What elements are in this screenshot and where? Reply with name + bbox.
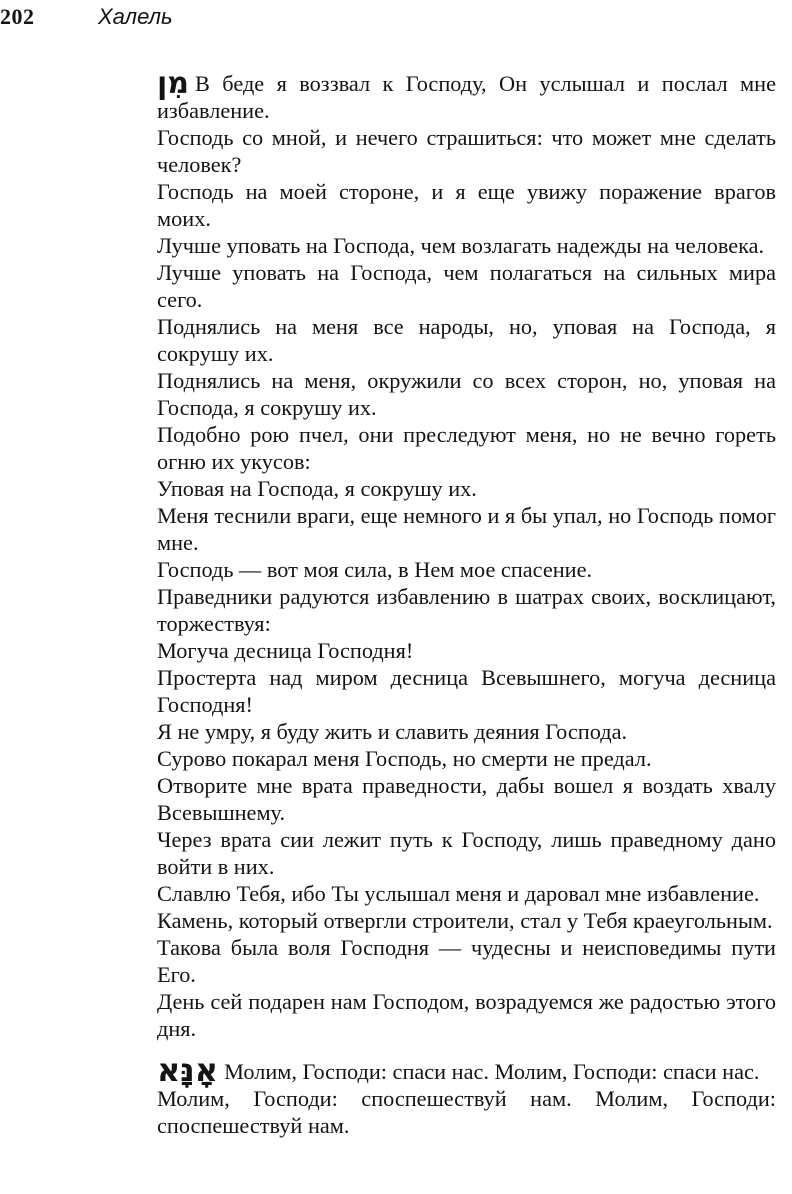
hebrew-incipit-ana: אָנָּא	[157, 1051, 219, 1089]
verse-text: В беде я воззвал к Господу, Он услышал и послал мне избавление.	[157, 71, 776, 123]
verse: Лучше уповать на Господа, чем полагаться на сильных мира сего.	[157, 260, 776, 312]
verse: Господь — вот моя сила, в Нем мое спасение.	[157, 557, 593, 582]
verse: Уповая на Господа, я сокрушу их.	[157, 476, 477, 501]
verse: Господь со мной, и нечего страшиться: что может мне сделать человек?	[157, 125, 776, 177]
verse-text: Молим, Господи: спаси нас. Молим, Господи: спаси нас.	[224, 1059, 760, 1084]
verse: Такова была воля Господня — чудесны и неисповедимы пути Его.	[157, 935, 776, 987]
stanza-ana	[157, 1051, 776, 1139]
verse	[157, 1051, 776, 1089]
verse	[157, 66, 776, 124]
verse: Подобно рою пчел, они преследуют меня, но не вечно гореть огню их укусов:	[157, 422, 776, 474]
verse: Камень, который отвергли строители, стал у Тебя краеугольным.	[157, 908, 773, 933]
running-title: Халель	[98, 4, 173, 29]
verse: День сей подарен нам Господом, возрадуемся же радостью этого дня.	[157, 989, 776, 1041]
prayer-text	[157, 66, 776, 1139]
verse: Поднялись на меня, окружили со всех сторон, но, уповая на Господа, я сокрушу их.	[157, 368, 776, 420]
verse: Лучше уповать на Господа, чем возлагать надежды на человека.	[157, 233, 765, 258]
verse: Могуча десница Господня!	[157, 638, 414, 663]
verse: Через врата сии лежит путь к Господу, лишь праведному дано войти в них.	[157, 827, 776, 879]
verse: Праведники радуются избавлению в шатрах своих, восклицают, торжествуя:	[157, 584, 776, 636]
verse: Отворите мне врата праведности, дабы вошел я воздать хвалу Всевышнему.	[157, 773, 776, 825]
verse: Сурово покарал меня Господь, но смерти не предал.	[157, 746, 652, 771]
verse: Славлю Тебя, ибо Ты услышал меня и даровал мне избавление.	[157, 881, 760, 906]
verse: Господь на моей стороне, и я еще увижу поражение врагов моих.	[157, 179, 776, 231]
verse: Поднялись на меня все народы, но, уповая на Господа, я сокрушу их.	[157, 314, 776, 366]
hebrew-incipit-min: מִן	[157, 66, 190, 101]
verse: Простерта над миром десница Всевышнего, могуча десница Господня!	[157, 665, 776, 717]
page-number: 202	[0, 4, 35, 29]
verse: Я не умру, я буду жить и славить деяния Господа.	[157, 719, 628, 744]
stanza-min	[157, 66, 776, 1042]
page-header	[0, 0, 792, 40]
verse: Молим, Господи: споспешествуй нам. Молим, Господи: споспешествуй нам.	[157, 1086, 776, 1138]
verse: Меня теснили враги, еще немного и я бы упал, но Господь помог мне.	[157, 503, 776, 555]
